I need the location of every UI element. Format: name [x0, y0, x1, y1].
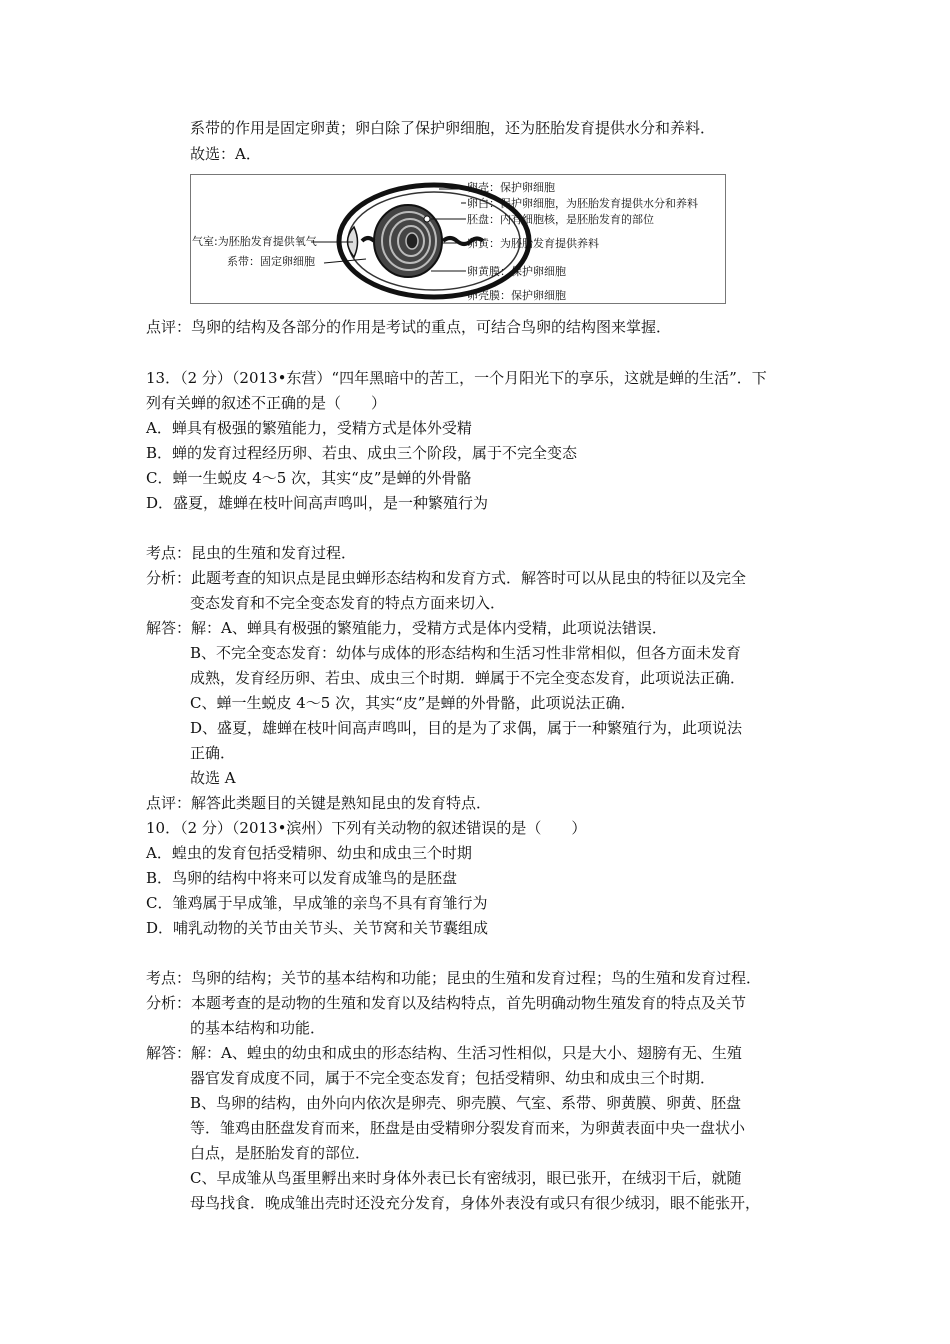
question-13-jieda-b-cont: 成熟，发育经历卵、若虫、成虫三个时期．蝉属于不完全变态发育，此项说法正确．: [190, 669, 746, 687]
question-10-jieda-a-cont: 器官发育成度不同，属于不完全变态发育；包括受精卵、幼虫和成虫三个时期．: [190, 1069, 716, 1087]
question-13-option-a: A．蝉具有极强的繁殖能力，受精方式是体外受精: [146, 419, 472, 437]
question-13-jieda-d-cont: 正确．: [190, 744, 236, 762]
answer-text-line: 系带的作用是固定卵黄；卵白除了保护卵细胞，还为胚胎发育提供水分和养料．: [190, 119, 716, 137]
question-10-stem: 10．（2 分）（2013•滨州）下列有关动物的叙述错误的是（ ）: [146, 819, 587, 837]
question-10-kaodian: 考点：鸟卵的结构；关节的基本结构和功能；昆虫的生殖和发育过程；鸟的生殖和发育过程．: [146, 969, 762, 987]
label-yolk-membrane: 卵黄膜：保护卵细胞: [467, 265, 566, 278]
label-chalaza: 系带：固定卵细胞: [227, 255, 315, 268]
question-13-kaodian: 考点：昆虫的生殖和发育过程．: [146, 544, 357, 562]
comment-line: 点评：鸟卵的结构及各部分的作用是考试的重点，可结合鸟卵的结构图来掌握．: [146, 318, 672, 336]
question-13-stem: 13．（2 分）（2013•东营）“四年黑暗中的苦工，一个月阳光下的享乐，这就是蝉的生活”．下: [146, 369, 767, 387]
question-13-option-d: D．盛夏，雄蝉在枝叶间高声鸣叫，是一种繁殖行为: [146, 494, 489, 512]
label-germinal-disc: 胚盘：内有细胞核，是胚胎发育的部位: [467, 213, 654, 226]
question-13-option-b: B．蝉的发育过程经历卵、若虫、成虫三个阶段，属于不完全变态: [146, 444, 578, 462]
question-10-option-b: B．鸟卵的结构中将来可以发育成雏鸟的是胚盘: [146, 869, 458, 887]
label-albumen: 卵白：保护卵细胞，为胚胎发育提供水分和养料: [467, 197, 698, 210]
question-10-jieda-b-end: 白点，是胚胎发育的部位．: [190, 1144, 371, 1162]
question-10-option-c: C．雏鸡属于早成雏，早成雏的亲鸟不具有育雏行为: [146, 894, 488, 912]
label-shell-membrane: 卵壳膜：保护卵细胞: [467, 289, 566, 302]
question-10-jieda-b: B、鸟卵的结构，由外向内依次是卵壳、卵壳膜、气室、系带、卵黄膜、卵黄、胚盘: [190, 1094, 742, 1112]
question-13-fenxi-cont: 变态发育和不完全变态发育的特点方面来切入．: [190, 594, 506, 612]
question-13-answer: 故选 A: [190, 769, 236, 787]
question-10-option-d: D．哺乳动物的关节由关节头、关节窝和关节囊组成: [146, 919, 489, 937]
question-13-option-c: C．蝉一生蜕皮 4～5 次，其实“皮”是蝉的外骨骼: [146, 469, 472, 487]
egg-structure-diagram: [190, 174, 726, 304]
answer-choice-line: 故选：A．: [190, 145, 261, 163]
question-10-jieda-c: C、早成雏从鸟蛋里孵出来时身体外表已长有密绒羽，眼已张开，在绒羽干后，就随: [190, 1169, 742, 1187]
question-13-jieda: 解答：解：A、蝉具有极强的繁殖能力，受精方式是体内受精，此项说法错误．: [146, 619, 667, 637]
question-10-fenxi-cont: 的基本结构和功能．: [190, 1019, 326, 1037]
label-air-cell: 气室:为胚胎发育提供氧气: [192, 235, 317, 248]
label-yolk: 卵黄：为胚胎发育提供养料: [467, 237, 599, 250]
question-13-jieda-b: B、不完全变态发育：幼体与成体的形态结构和生活习性非常相似，但各方面未发育: [190, 644, 742, 662]
question-10-jieda-c-cont: 母鸟找食．晚成雏出壳时还没充分发育，身体外表没有或只有很少绒羽，眼不能张开，: [190, 1194, 761, 1212]
label-eggshell: 卵壳：保护卵细胞: [467, 181, 555, 194]
question-10-fenxi: 分析：本题考查的是动物的生殖和发育以及结构特点，首先明确动物生殖发育的特点及关节: [146, 994, 747, 1012]
question-13-jieda-c: C、蝉一生蜕皮 4～5 次，其实“皮”是蝉的外骨骼，此项说法正确．: [190, 694, 636, 712]
question-10-jieda-b-cont: 等．雏鸡由胚盘发育而来，胚盘是由受精卵分裂发育而来，为卵黄表面中央一盘状小: [190, 1119, 746, 1137]
question-13-fenxi: 分析：此题考查的知识点是昆虫蝉形态结构和发育方式．解答时可以从昆虫的特征以及完全: [146, 569, 747, 587]
question-10-option-a: A．蝗虫的发育包括受精卵、幼虫和成虫三个时期: [146, 844, 472, 862]
question-13-dianping: 点评：解答此类题目的关键是熟知昆虫的发育特点．: [146, 794, 492, 812]
question-13-jieda-d: D、盛夏，雄蝉在枝叶间高声鸣叫，目的是为了求偶，属于一种繁殖行为，此项说法: [190, 719, 743, 737]
question-13-stem-cont: 列有关蝉的叙述不正确的是（ ）: [146, 394, 387, 412]
question-10-jieda: 解答：解：A、蝗虫的幼虫和成虫的形态结构、生活习性相似，只是大小、翅膀有无、生殖: [146, 1044, 742, 1062]
